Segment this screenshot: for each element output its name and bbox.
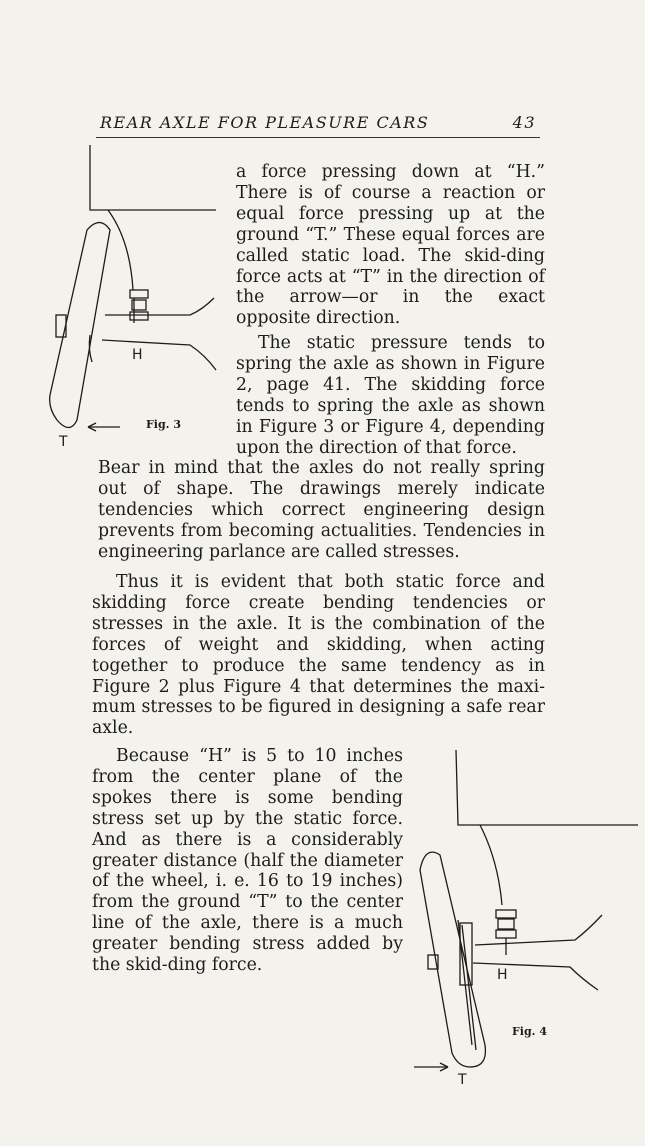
paragraph-static-pressure: The static pressure tends to spring the axle as shown in Figure 2, page 41. The skidding force tends to spring the axle as shown in Figure 3 or Figure 4, depending upon the direction of that force. [236,333,545,458]
fig3-caption: Fig. 3 [146,418,181,431]
paragraph-bear-in-mind: Bear in mind that the axles do not really spring out of shape. The drawings merely indicate tendencies which correct engineering design prevents from becoming actualities. Tendencies in engineering parlance are called stresses. [98,458,545,562]
fig3-spring-curve [108,210,133,290]
fig4-axle-upper [475,915,602,945]
paragraph-because-h: Because “H” is 5 to 10 inches from the center plane of the spokes there is some bending stress set up by the static force. And as there is a considerably greater distance (half the diameter of the wheel, i. e. 16 to 19 inches) from the ground “T” to the center line of the axle, there is a much greater bending stress added by the skid-ding force. [92,746,403,976]
running-title: REAR AXLE FOR PLEASURE CARS [100,113,430,132]
figure-3-drawing [40,140,230,450]
paragraph-thus-evident: Thus it is evident that both static force and skidding force create bending tendencies or stresses in the axle. It is the combination of the forces of weight and skidding, when acting together to produce the same tendency as in Figure 2 plus Figure 4 that determines the maxi-mum stresses to be figured in designing a safe rear axle. [92,572,545,739]
fig4-axle-lower [473,963,598,990]
fig3-frame [90,145,216,210]
paragraph-continuation: a force pressing down at “H.” There is of course a reaction or equal force pressing up at the ground “T.” These equal forces are called static load. The skid-ding force acts at “T” in the direction of the arrow—or in the exact opposite direction. [236,162,545,329]
fig4-wheel [420,852,485,1067]
page-number: 43 [512,113,536,132]
fig4-label-h: H [497,967,508,983]
fig4-spring-curve [480,825,502,905]
fig3-wheel [50,223,110,428]
header-rule [96,137,540,138]
fig3-axle-upper [105,298,214,315]
fig4-caption: Fig. 4 [512,1025,547,1038]
fig3-label-h: H [132,347,143,363]
fig4-label-t: T [458,1072,467,1088]
fig3-axle-lower [102,340,216,370]
fig4-frame [456,750,638,825]
fig3-label-t: T [59,434,68,450]
